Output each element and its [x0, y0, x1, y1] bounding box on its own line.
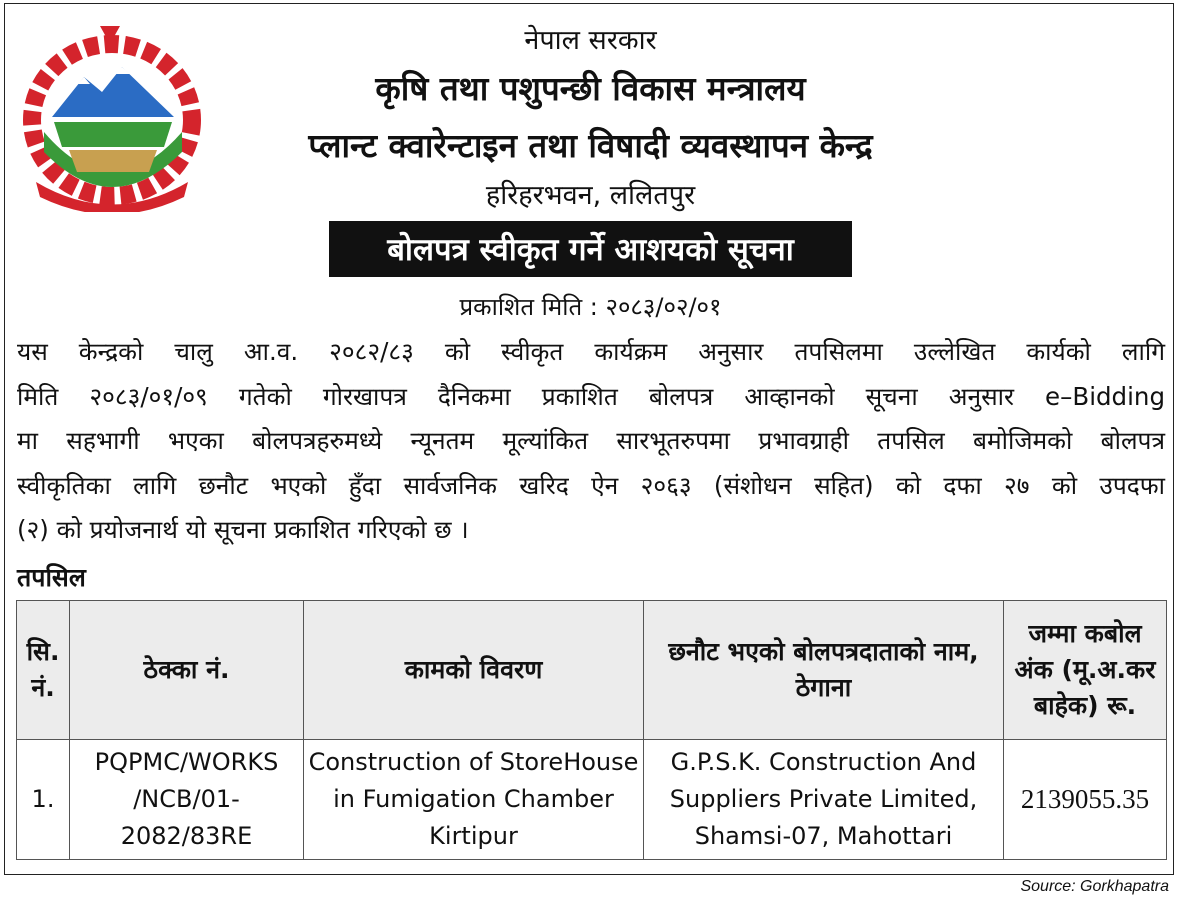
- section-label: तपसिल: [17, 563, 86, 592]
- header-amount: जम्मा कबोल अंक (मू.अ.कर बाहेक) रू.: [1004, 601, 1167, 740]
- notice-body: [17, 330, 1165, 553]
- office-location: हरिहरभवन, ललितपुर: [485, 180, 696, 211]
- header-sn: सि. नं.: [17, 601, 70, 740]
- cell-amount: 2139055.35: [1004, 740, 1167, 860]
- cell-description: Construction of StoreHouse in Fumigation Chamber Kirtipur: [304, 740, 644, 860]
- body-line: मिति २०८३/०१/०९ गतेको गोरखापत्र दैनिकमा प्रकाशित बोलपत्र आव्हानको सूचना अनुसार e–Bidding: [17, 381, 1165, 411]
- table-row: [17, 740, 1167, 860]
- header-contract-no: ठेक्का नं.: [70, 601, 304, 740]
- cell-sn: 1.: [17, 740, 70, 860]
- source-credit: Source: Gorkhapatra: [1020, 878, 1169, 895]
- body-line: स्वीकृतिका लागि छनौट भएको हुँदा सार्वजनिक खरिद ऐन २०६३ (संशोधन सहित) को दफा २७ को उपदफा: [17, 470, 1165, 500]
- ministry-name: कृषि तथा पशुपन्छी विकास मन्त्रालय: [375, 69, 806, 108]
- body-line: (२) को प्रयोजनार्थ यो सूचना प्रकाशित गरिएको छ ।: [17, 515, 469, 544]
- center-name: प्लान्ट क्वारेन्टाइन तथा विषादी व्यवस्थापन केन्द्र: [308, 126, 873, 165]
- header-description: कामको विवरण: [304, 601, 644, 740]
- header-bidder: छनौट भएको बोलपत्रदाताको नाम, ठेगाना: [644, 601, 1004, 740]
- government-name: नेपाल सरकार: [524, 25, 657, 56]
- table-header-row: [17, 601, 1167, 740]
- notice-title: बोलपत्र स्वीकृत गर्ने आशयको सूचना: [329, 221, 852, 277]
- cell-contract-no: PQPMC/WORKS /NCB/01-2082/83RE: [70, 740, 304, 860]
- body-line: मा सहभागी भएका बोलपत्रहरुमध्ये न्यूनतम मूल्यांकित सारभूतरुपमा प्रभावग्राही तपसिल बमोजिमको बोलपत्र: [17, 426, 1165, 455]
- cell-bidder: G.P.S.K. Construction And Suppliers Private Limited, Shamsi-07, Mahottari: [644, 740, 1004, 860]
- award-table: [16, 600, 1167, 860]
- body-line: यस केन्द्रको चालु आ.व. २०८२/८३ को स्वीकृत कार्यक्रम अनुसार तपसिलमा उल्लेखित कार्यको लागि: [17, 337, 1165, 366]
- published-date: प्रकाशित मिति : २०८३/०२/०१: [459, 293, 722, 321]
